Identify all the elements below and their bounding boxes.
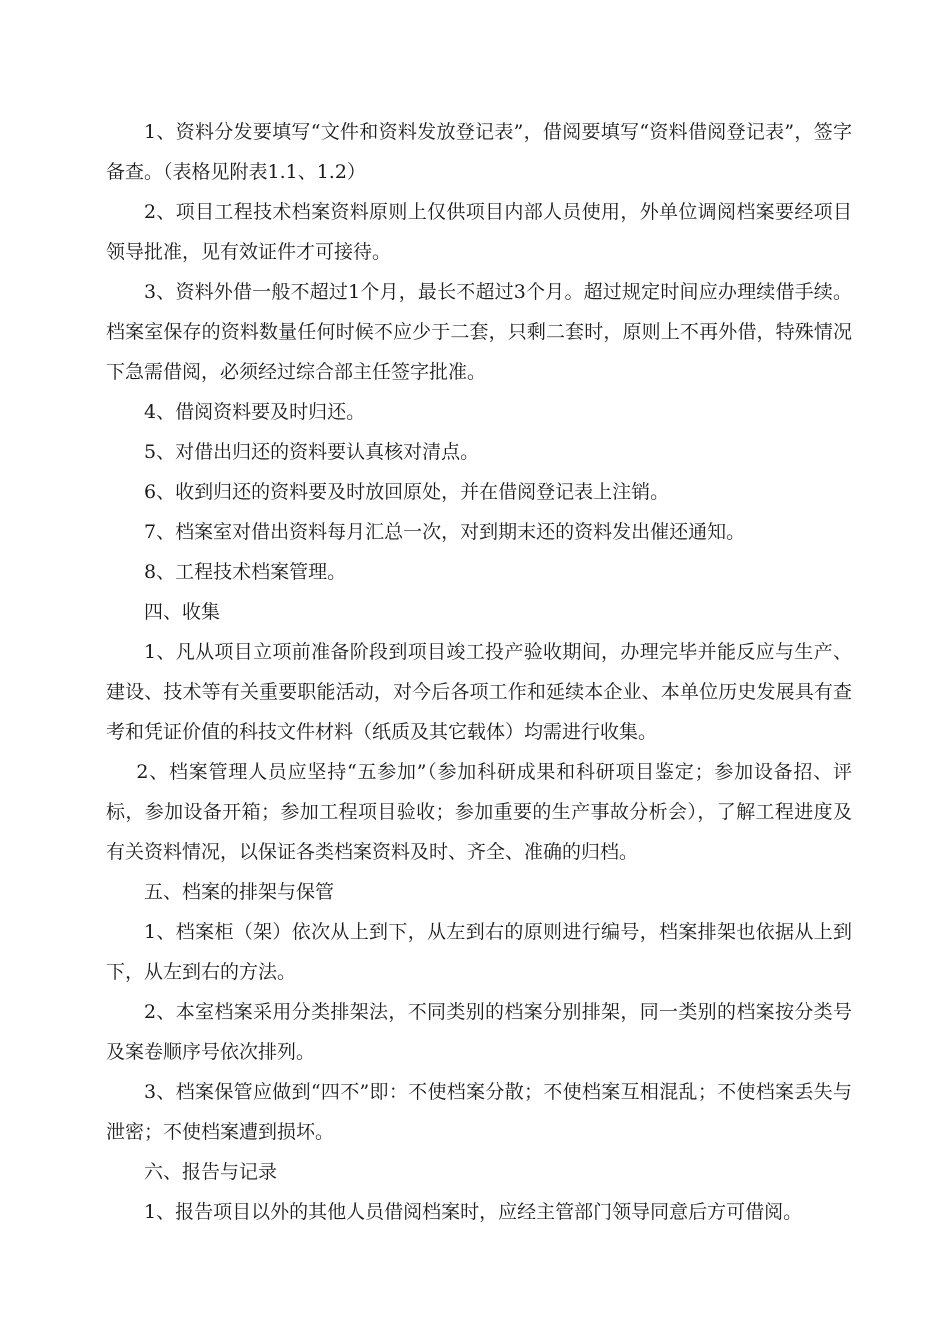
- paragraph-technical-archive: 8、工程技术档案管理。: [144, 561, 347, 583]
- paragraph-four-nots: 3、档案保管应做到“四不”即：不使档案分散；不使档案互相混乱；不使档案丢失与泄密；不使档案遭到损坏。: [106, 1081, 852, 1143]
- paragraph-external-borrowing: 1、报告项目以外的其他人员借阅档案时，应经主管部门领导同意后方可借阅。: [144, 1201, 803, 1223]
- paragraph-restore-cancel: 6、收到归还的资料要及时放回原处，并在借阅登记表上注销。: [144, 481, 670, 503]
- section-heading-collection: 四、收集: [144, 601, 221, 623]
- section-heading-reports: 六、报告与记录: [144, 1161, 278, 1183]
- paragraph-borrow-registration: 1、资料分发要填写“文件和资料发放登记表”，借阅要填写“资料借阅登记表”，签字备查。（表格见附表1.1、1.2）: [106, 121, 852, 183]
- section-heading-shelving: 五、档案的排架与保管: [144, 881, 335, 903]
- paragraph-cabinet-numbering: 1、档案柜（架）依次从上到下，从左到右的原则进行编号，档案排架也依据从上到下，从左到右的方法。: [106, 921, 852, 983]
- document-body: [106, 112, 852, 1232]
- paragraph-five-participations: 2、档案管理人员应坚持“五参加”（参加科研成果和科研项目鉴定；参加设备招、评标，参加设备开箱；参加工程项目验收；参加重要的生产事故分析会），了解工程进度及有关资料情况，以保证各类档案资料及时、齐全、准确的归档。: [106, 761, 852, 863]
- paragraph-monthly-summary: 7、档案室对借出资料每月汇总一次，对到期末还的资料发出催还通知。: [144, 521, 746, 543]
- paragraph-collection-scope: 1、凡从项目立项前准备阶段到项目竣工投产验收期间，办理完毕并能反应与生产、建设、技术等有关重要职能活动，对今后各项工作和延续本企业、本单位历史发展具有查考和凭证价值的科技文件材料（纸质及其它载体）均需进行收集。: [106, 641, 852, 743]
- paragraph-check-returned: 5、对借出归还的资料要认真核对清点。: [144, 441, 480, 463]
- paragraph-classification-shelving: 2、本室档案采用分类排架法，不同类别的档案分别排架，同一类别的档案按分类号及案卷顺序号依次排列。: [106, 1001, 852, 1063]
- paragraph-internal-use: 2、项目工程技术档案资料原则上仅供项目内部人员使用，外单位调阅档案要经项目领导批准，见有效证件才可接待。: [106, 201, 852, 263]
- paragraph-timely-return: 4、借阅资料要及时归还。: [144, 401, 366, 423]
- paragraph-loan-period: 3、资料外借一般不超过1个月，最长不超过3个月。超过规定时间应办理续借手续。档案室保存的资料数量任何时候不应少于二套，只剩二套时，原则上不再外借，特殊情况下急需借阅，必须经过综合部主任签字批准。: [106, 281, 852, 383]
